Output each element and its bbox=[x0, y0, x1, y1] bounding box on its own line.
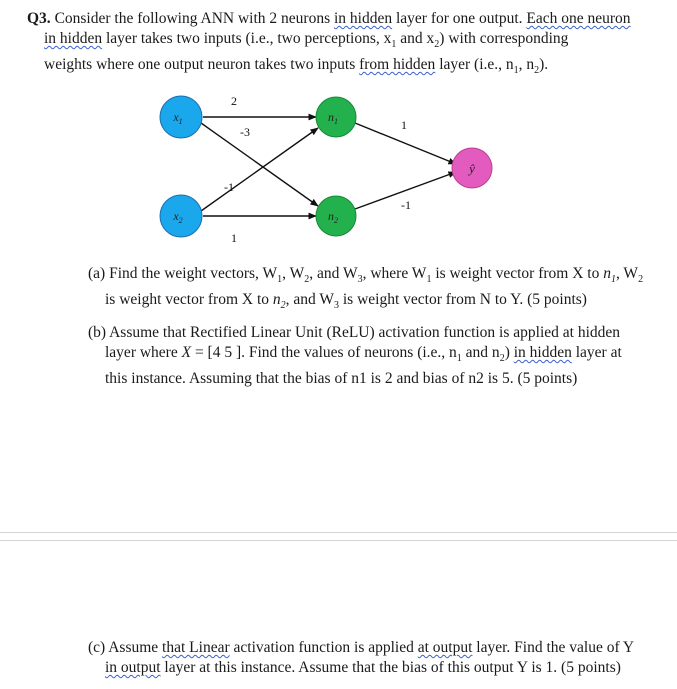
weight-n1-y: 1 bbox=[401, 118, 407, 132]
question-line-2: in hidden layer takes two inputs (i.e., two perceptions, $x_1$ and $x_2$) with corresponding bbox=[44, 30, 569, 51]
weight-x2-n1: -1 bbox=[224, 180, 234, 194]
part-a-line-2: is weight vector from X to $n_2$, and $W_3$ is weight vector from N to Y. (5 points) bbox=[105, 291, 587, 312]
question-line-3: weights where one output neuron takes two inputs from hidden layer (i.e., $n_1$, $n_2$). bbox=[44, 56, 549, 77]
node-x2 bbox=[160, 195, 202, 237]
weight-x1-n2: -3 bbox=[240, 125, 250, 139]
part-a bbox=[88, 264, 648, 316]
node-y-hat bbox=[452, 148, 492, 188]
part-c bbox=[88, 638, 648, 678]
part-a-line-1: (a) Find the weight vectors, $W_1$, $W_2$, and $W_3$, where $W_1$ is weight vector from X to $n_1$, $W_2$ bbox=[88, 265, 644, 286]
edge-x2-n1 bbox=[201, 128, 318, 211]
node-x1 bbox=[160, 96, 202, 138]
question-text bbox=[27, 9, 657, 81]
weight-n2-y: -1 bbox=[401, 198, 411, 212]
part-c-line-1: (c) Assume that Linear activation function is applied at output layer. Find the value of Y bbox=[88, 639, 635, 656]
divider-bottom bbox=[0, 540, 677, 541]
node-x2-label: $x_2$ bbox=[173, 209, 183, 225]
node-n2-label: $n_2$ bbox=[328, 209, 338, 225]
ann-diagram bbox=[150, 85, 510, 250]
weight-x1-n1: 2 bbox=[231, 94, 237, 108]
part-b-line-3: this instance. Assuming that the bias of n1 is 2 and bias of n2 is 5. (5 points) bbox=[105, 370, 578, 388]
divider-top bbox=[0, 532, 677, 533]
question-line-1: Q3. Consider the following ANN with 2 neurons in hidden layer for one output. Each one neuron bbox=[27, 10, 631, 27]
part-c-line-2: in output layer at this instance. Assume that the bias of this output Y is 1. (5 points) bbox=[105, 659, 621, 676]
node-n1 bbox=[316, 97, 356, 137]
edge-x1-n2 bbox=[201, 123, 318, 206]
node-n2 bbox=[316, 196, 356, 236]
part-b-line-2: layer where X = [4 5 ]. Find the values of neurons (i.e., $n_1$ and $n_2$) in hidden layer at bbox=[105, 344, 622, 365]
node-y-hat-label: ŷ bbox=[469, 161, 475, 176]
node-n1-label: $n_1$ bbox=[328, 110, 338, 126]
node-x1-label: $x_1$ bbox=[173, 110, 183, 126]
part-b bbox=[88, 323, 648, 389]
weight-x2-n2: 1 bbox=[231, 231, 237, 245]
part-b-line-1: (b) Assume that Rectified Linear Unit (ReLU) activation function is applied at hidden bbox=[88, 324, 621, 341]
question-number: Q3. bbox=[27, 10, 51, 27]
